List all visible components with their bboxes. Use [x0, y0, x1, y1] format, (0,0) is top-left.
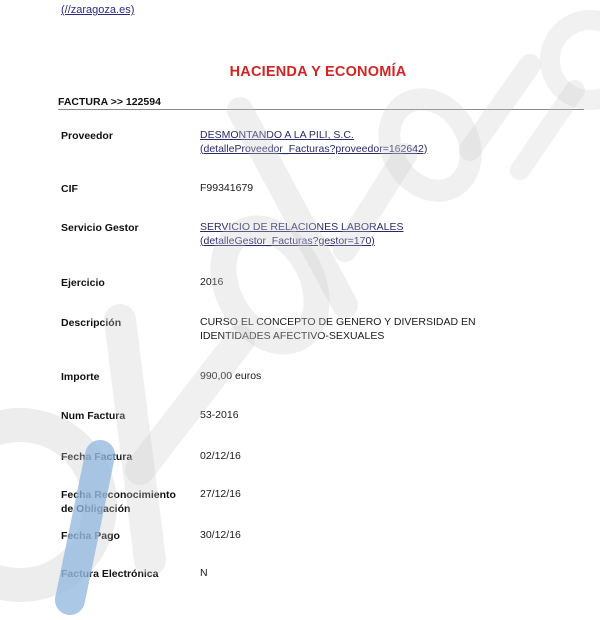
- value-servicio-gestor: [200, 221, 570, 248]
- label-ejercicio: Ejercicio: [61, 277, 105, 289]
- proveedor-detail-link[interactable]: (detalleProveedor_Facturas?proveedor=162642): [200, 142, 428, 155]
- factura-header: FACTURA >> 122594: [58, 96, 161, 108]
- label-descripcion: Descripción: [61, 317, 122, 329]
- gestor-name-link[interactable]: SERVICIO DE RELACIONES LABORALES: [200, 221, 404, 233]
- label-importe: Importe: [61, 371, 100, 383]
- value-ejercicio: 2016: [200, 276, 224, 288]
- label-fecha-reconocimiento-line-2: de Obligación: [61, 503, 131, 515]
- value-num-factura: 53-2016: [200, 409, 239, 421]
- section-title: HACIENDA Y ECONOMÍA: [229, 64, 407, 80]
- zaragoza-link[interactable]: (//zaragoza.es): [61, 4, 135, 16]
- label-proveedor: Proveedor: [61, 130, 113, 142]
- value-descripcion: [200, 316, 570, 343]
- label-fecha-factura: Fecha Factura: [61, 451, 133, 463]
- label-factura-electronica: Factura Electrónica: [61, 568, 159, 580]
- descripcion-line-1: CURSO EL CONCEPTO DE GENERO Y DIVERSIDAD EN: [200, 316, 476, 328]
- proveedor-name-link[interactable]: DESMONTANDO A LA PILI, S.C.: [200, 129, 354, 141]
- value-fecha-factura: 02/12/16: [200, 450, 241, 462]
- descripcion-line-2: IDENTIDADES AFECTIVO-SEXUALES: [200, 329, 385, 342]
- label-servicio-gestor: Servicio Gestor: [61, 222, 139, 234]
- value-factura-electronica: N: [200, 567, 208, 579]
- label-fecha-reconocimiento: [61, 488, 191, 516]
- label-fecha-pago: Fecha Pago: [61, 530, 120, 542]
- value-fecha-pago: 30/12/16: [200, 529, 241, 541]
- gestor-detail-link[interactable]: (detalleGestor_Facturas?gestor=170): [200, 234, 375, 247]
- value-proveedor: [200, 129, 570, 156]
- header-divider: [58, 109, 584, 110]
- label-cif: CIF: [61, 183, 78, 195]
- label-fecha-reconocimiento-line-1: Fecha Reconocimiento: [61, 489, 176, 501]
- value-fecha-reconocimiento: 27/12/16: [200, 488, 241, 500]
- value-cif: F99341679: [200, 182, 254, 194]
- label-num-factura: Num Factura: [61, 410, 126, 422]
- value-importe: 990,00 euros: [200, 370, 262, 382]
